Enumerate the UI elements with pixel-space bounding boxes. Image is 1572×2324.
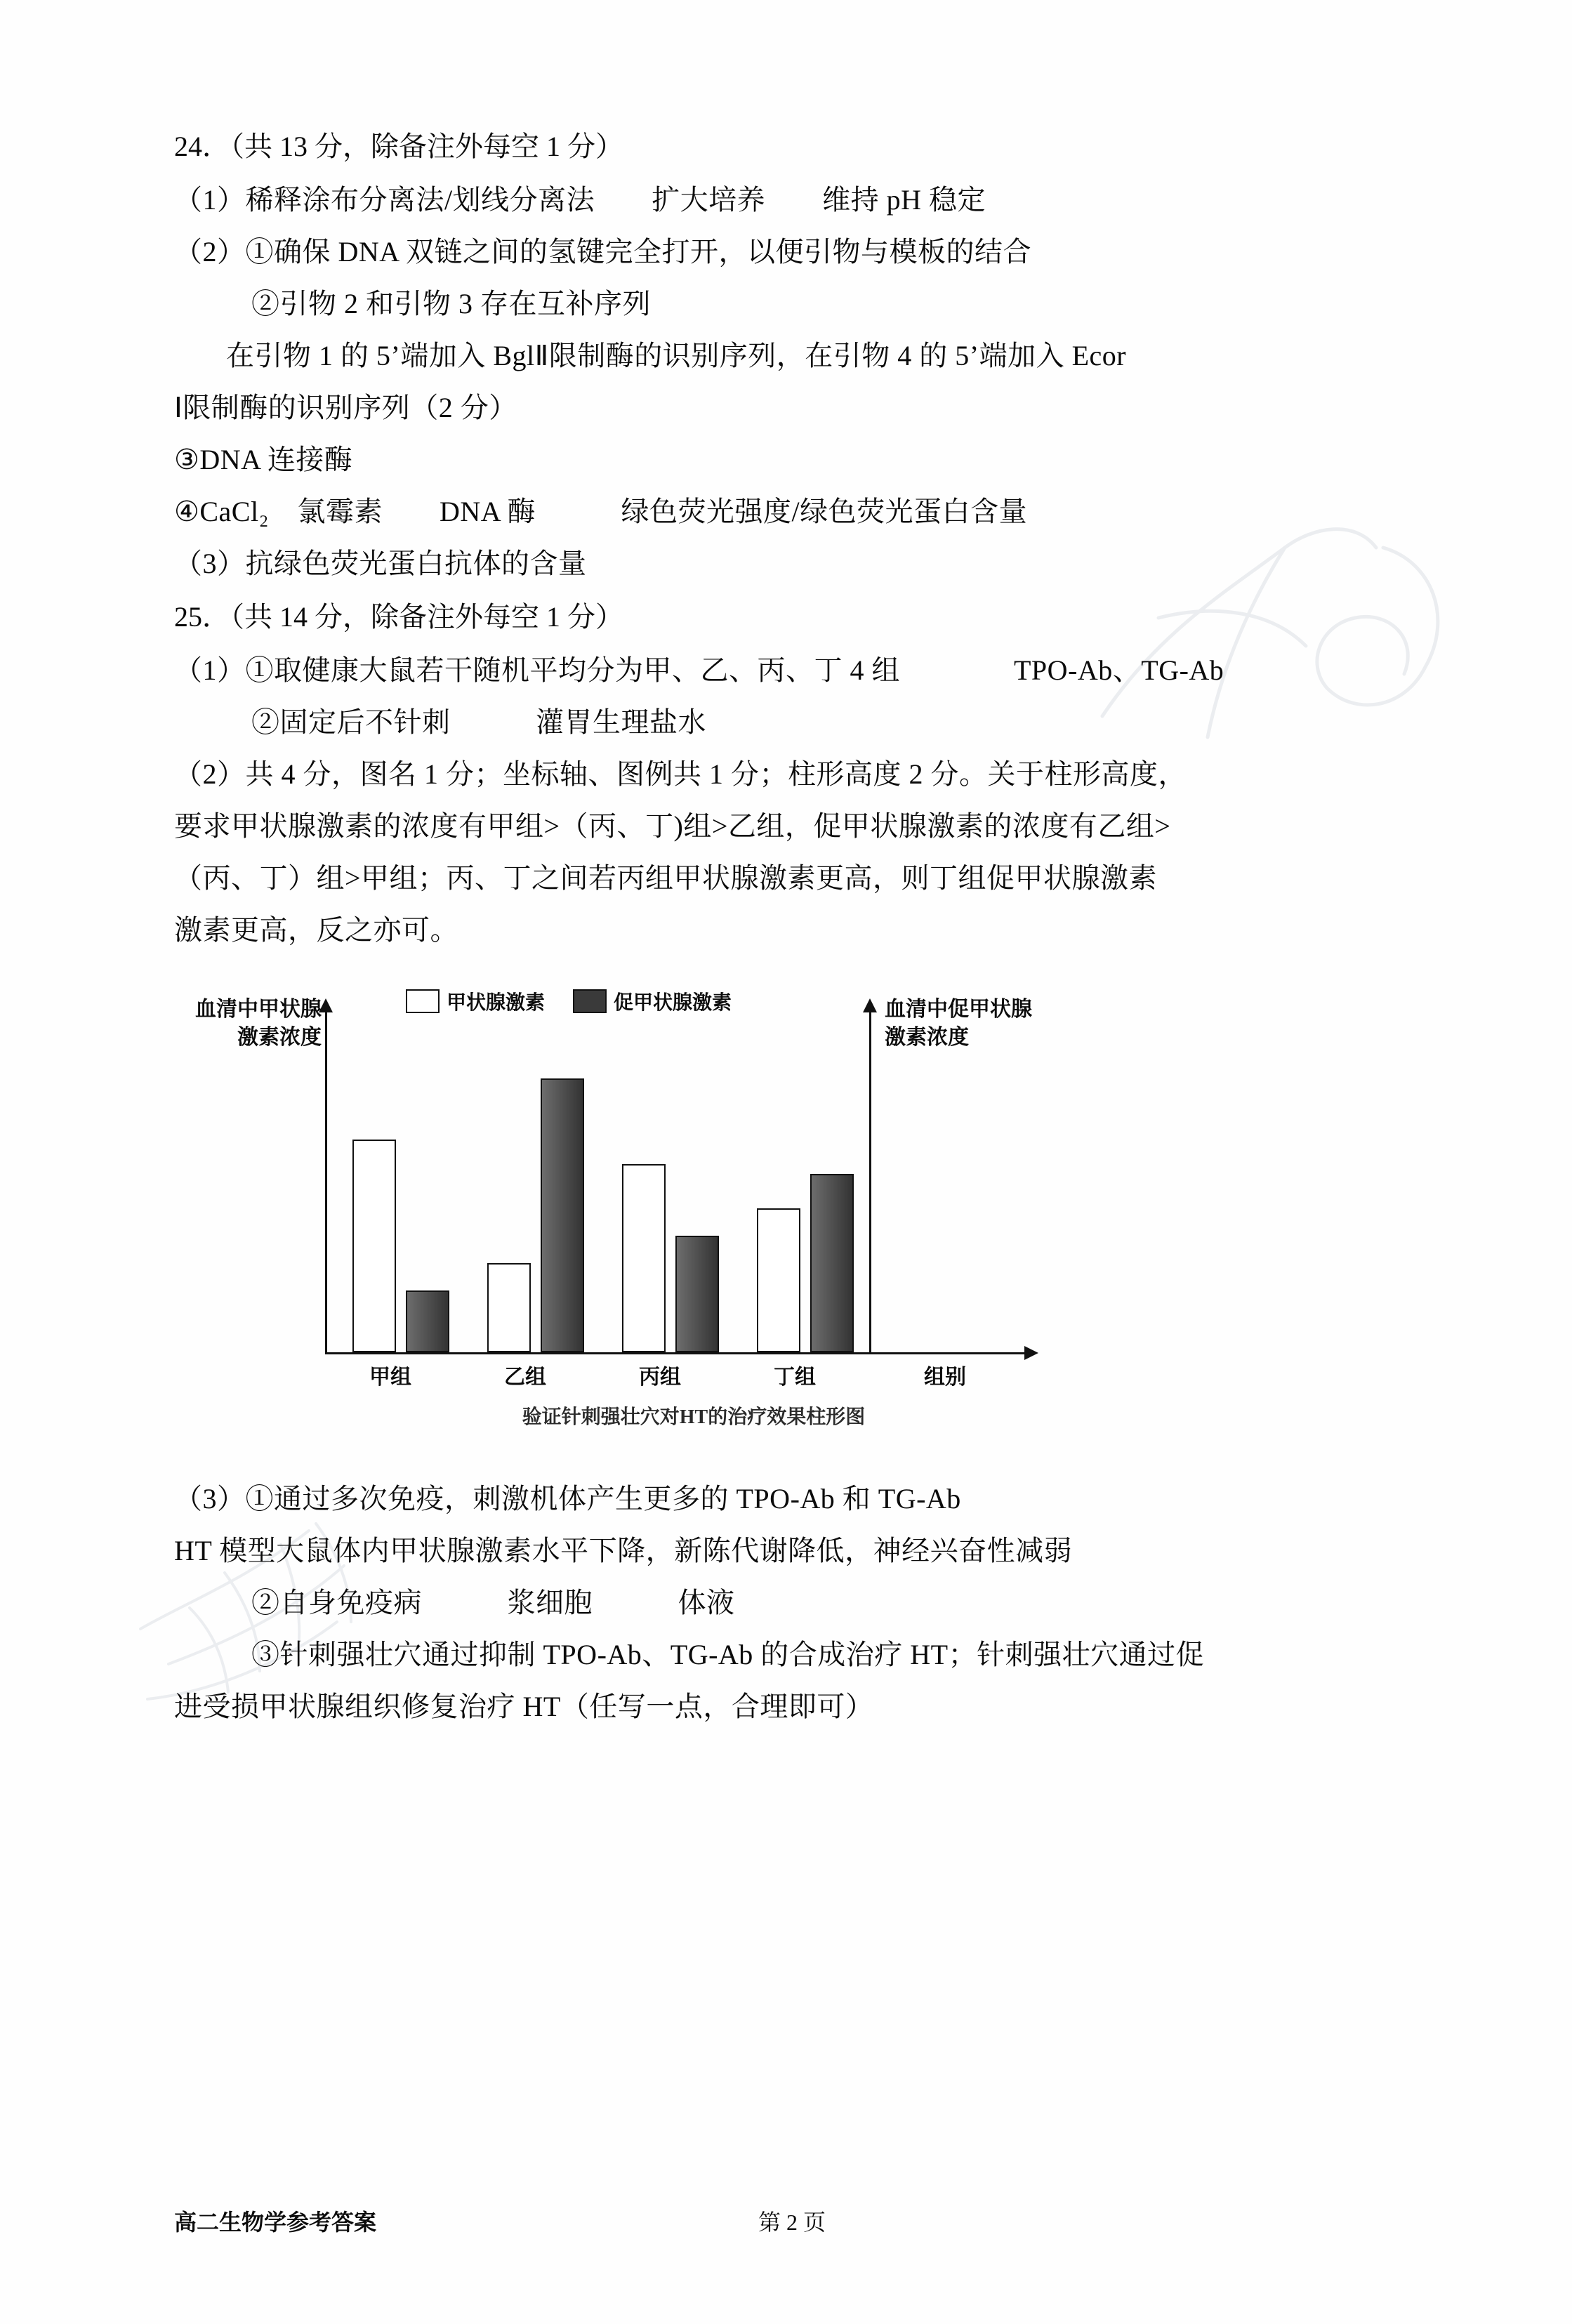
x-axis-label: 组别 <box>924 1366 966 1389</box>
chart-y-axis-label-right <box>885 996 1032 1052</box>
x-tick-1: 乙组 <box>504 1366 546 1389</box>
x-tick-0: 甲组 <box>369 1366 411 1389</box>
q25-line-2: ②固定后不针刺 灌胃生理盐水 <box>251 706 706 738</box>
q24-line-6: ③DNA 连接酶 <box>174 444 353 475</box>
bar-light-3 <box>757 1208 800 1352</box>
chart-x-tick-labels <box>327 1359 1036 1392</box>
bar-dark-1 <box>541 1078 584 1352</box>
chart-x-axis <box>325 1352 1027 1354</box>
legend-label-0: 甲状腺激素 <box>447 992 546 1014</box>
q24-line-5: Ⅰ限制酶的识别序列（2 分） <box>174 392 517 423</box>
page-footer <box>174 2205 1410 2237</box>
x-tick-3: 丁组 <box>774 1366 816 1389</box>
q25-line-9: ②自身免疫病 浆细胞 体液 <box>251 1587 735 1618</box>
bar-group-3 <box>746 1010 872 1352</box>
question-24-heading: 24．（共 13 分，除备注外每空 1 分） <box>174 131 623 162</box>
q25-line-8: HT 模型大鼠体内甲状腺激素水平下降，新陈代谢降低，神经兴奋性减弱 <box>174 1535 1073 1566</box>
chart-y-axis-label-left <box>181 996 322 1052</box>
question-25-heading: 25．（共 14 分，除备注外每空 1 分） <box>174 601 623 633</box>
bar-dark-3 <box>810 1174 854 1352</box>
bar-group-1 <box>476 1010 602 1352</box>
bar-light-2 <box>622 1164 666 1352</box>
chart-bars <box>327 1010 868 1352</box>
q24-line-4: 在引物 1 的 5’端加入 BglⅡ限制酶的识别序列，在引物 4 的 5’端加入 Ecor <box>226 340 1127 371</box>
bar-dark-0 <box>406 1290 449 1352</box>
footer-title: 高二生物学参考答案 <box>174 2210 377 2235</box>
chart-caption: 验证针刺强壮穴对HT的治疗效果柱形图 <box>522 1406 866 1428</box>
bar-chart-figure <box>174 975 1410 1466</box>
q25-line-4: 要求甲状腺激素的浓度有甲组>（丙、丁)组>乙组，促甲状腺激素的浓度有乙组> <box>174 810 1171 842</box>
y-axis-right-text: 血清中促甲状腺激素浓度 <box>885 998 1032 1049</box>
q25-line-7: （3）①通过多次免疫，刺激机体产生更多的 TPO-Ab 和 TG-Ab <box>174 1483 961 1514</box>
x-tick-2: 丙组 <box>639 1366 681 1389</box>
answer-body <box>174 119 1410 1733</box>
q25-line-11: 进受损甲状腺组织修复治疗 HT（任写一点，合理即可） <box>174 1691 874 1722</box>
q24-line-3: ②引物 2 和引物 3 存在互补序列 <box>251 288 651 319</box>
bar-light-0 <box>352 1140 396 1352</box>
bar-light-1 <box>487 1263 531 1352</box>
q24-line-2: （2）①确保 DNA 双链之间的氢键完全打开，以便引物与模板的结合 <box>174 236 1031 268</box>
q25-line-6: 激素更高，反之亦可。 <box>174 914 458 946</box>
bar-group-0 <box>341 1010 468 1352</box>
q25-line-1: （1）①取健康大鼠若干随机平均分为甲、乙、丙、丁 4 组 TPO-Ab、TG-Ab <box>174 654 1224 686</box>
y-axis-left-text: 血清中甲状腺激素浓度 <box>195 998 322 1049</box>
bar-dark-2 <box>675 1236 719 1352</box>
q24-line-1: （1）稀释涂布分离法/划线分离法 扩大培养 维持 pH 稳定 <box>174 184 986 216</box>
q24-line-7: ④CaCl₂ 氯霉素 DNA 酶 绿色荧光强度/绿色荧光蛋白含量 <box>174 496 1028 527</box>
q24-line-8: （3）抗绿色荧光蛋白抗体的含量 <box>174 548 587 579</box>
footer-page-number: 第 2 页 <box>758 2210 826 2235</box>
bar-group-2 <box>611 1010 737 1352</box>
q25-line-5: （丙、丁）组>甲组；丙、丁之间若丙组甲状腺激素更高，则丁组促甲状腺激素 <box>174 862 1158 894</box>
q25-line-10: ③针刺强壮穴通过抑制 TPO-Ab、TG-Ab 的合成治疗 HT；针刺强壮穴通过促 <box>251 1639 1205 1670</box>
legend-label-1: 促甲状腺激素 <box>614 992 732 1014</box>
q25-line-3: （2）共 4 分，图名 1 分；坐标轴、图例共 1 分；柱形高度 2 分。关于柱形高度， <box>174 758 1187 790</box>
